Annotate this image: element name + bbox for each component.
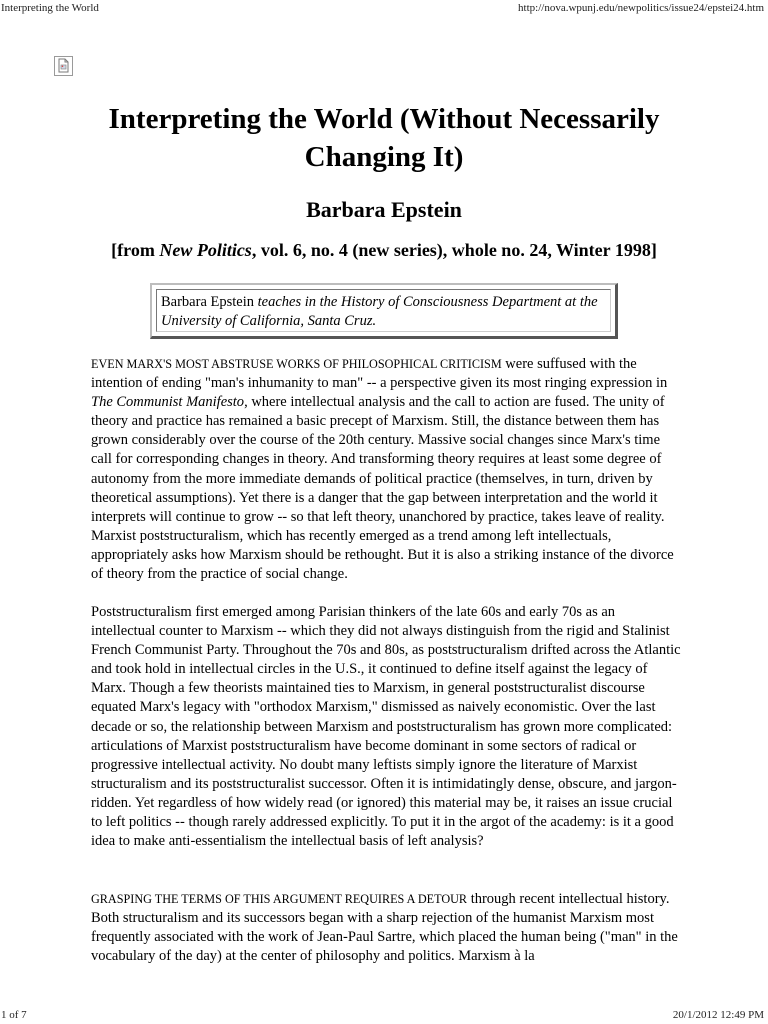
author-bio-box (150, 283, 618, 339)
article-title: Interpreting the World (Without Necessarily Changing It) (108, 103, 660, 173)
p3-text: through recent intellectual history. Both structuralism and its successors began with a sharp rejection of the humanist Marxism most frequently associated with the work of Jean-Paul Sartre, which placed the human being ("man" in the vocabulary of the day) at the center of philosophy and politics. Marxism à la (91, 891, 678, 965)
p3-lead-in: GRASPING THE TERMS OF THIS ARGUMENT REQUIRES A DETOUR (91, 892, 468, 906)
bio-name: Barbara Epstein (161, 294, 255, 310)
bio-text: teaches in the History of Consciousness Department at the University of California, Santa Cruz. (161, 294, 598, 329)
p1-lead-in: EVEN MARX'S MOST ABSTRUSE WORKS OF PHILOSOPHICAL CRITICISM (91, 357, 502, 371)
print-header (0, 2, 768, 16)
source-prefix: [from (111, 240, 160, 260)
paragraph-2: Poststructuralism first emerged among Parisian thinkers of the late 60s and early 70s as an intellectual counter to Marxism -- which they did not always distinguish from the rigid and Stalinist French Communist Party. Throughout the 70s and 80s, as poststructuralism drifted across the Atlantic and took hold in intellectual circles in the U.S., it continued to define itself against the legacy of Marx. Though a few theorists maintained ties to Marxism, in general poststructuralist discourse equated Marx's legacy with "orthodox Marxism," dismissed as naively economistic. Over the last decade or so, the relationship between Marxism and poststructuralism has grown more complicated: articulations of Marxist poststructuralism have become dominant in some sectors of radical or progressive intellectual activity. No doubt many leftists simply ignore the literature of Marxist structuralism and its poststructuralist successor. Often it is intimidatingly dense, obscure, and jargon-ridden. Yet regardless of how widely read (or ignored) this material may be, it raises an issue crucial to left politics -- though rarely addressed explicitly. To put it in the argot of the academy: is it a good idea to make anti-essentialism the intellectual basis of left analysis? (91, 604, 681, 850)
source-suffix: , vol. 6, no. 4 (new series), whole no. 24, Winter 1998] (251, 240, 657, 260)
footer-timestamp: 20/1/2012 12:49 PM (672, 1009, 764, 1021)
p1-book-title: The Communist Manifesto (91, 394, 245, 411)
paragraph-1 (91, 355, 681, 584)
author-bio (156, 289, 611, 332)
paragraph-3 (91, 890, 681, 966)
footer-page-count: 1 of 7 (1, 1009, 27, 1021)
article-author: Barbara Epstein (306, 197, 462, 222)
p1-text-b: , where intellectual analysis and the call to action are fused. The unity of theory and practice has remained a basic precept of Marxism. Still, the distance between them has grown considerably over the course of the 20th century. Massive social changes since Marx's time call for corresponding changes in theory. And transforming theory requires at least some degree of autonomy from the more immediate demands of political practice (themselves, in turn, driven by theoretical assumptions). Yet there is a danger that the gap between interpretation and the world it interprets will continue to grow -- so that left theory, unanchored by practice, takes leave of reality. Marxist poststructuralism, which has recently emerged as a trend among left intellectuals, appropriately asks how Marxism should be rethought. But it is also a striking instance of the divorce of theory from the practice of social change. (91, 394, 674, 583)
p1-text-a: were suffused with the intention of ending "man's inhumanity to man" -- a perspective given its most ringing expression in (91, 356, 668, 392)
article-source (60, 237, 708, 263)
source-journal-link: New Politics (159, 240, 252, 260)
header-url: http://nova.wpunj.edu/newpolitics/issue24/epstei24.htm (518, 2, 764, 14)
broken-image-icon (54, 56, 73, 76)
header-page-title: Interpreting the World (1, 2, 99, 14)
print-footer (0, 1009, 768, 1023)
